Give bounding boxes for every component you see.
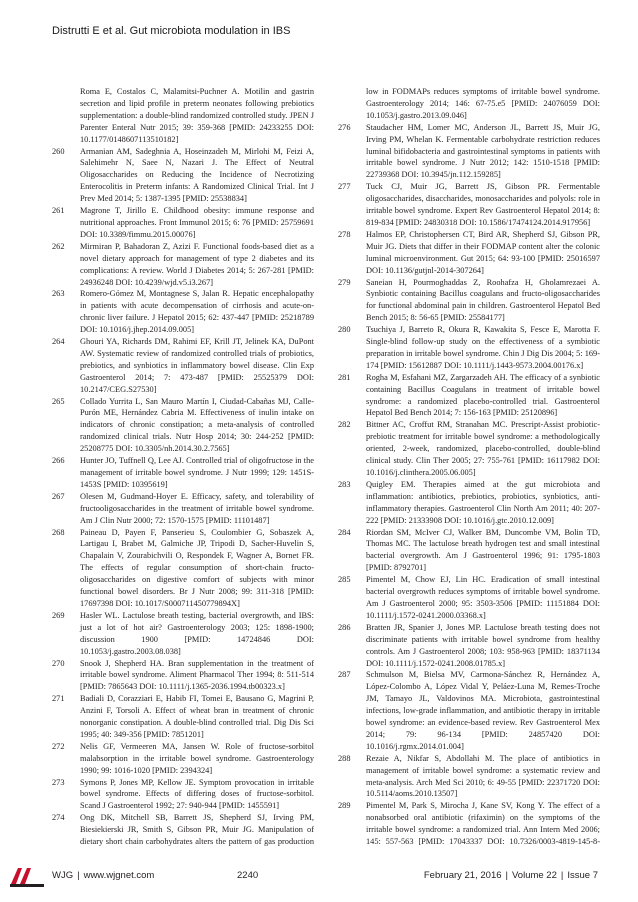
reference-text: Pimentel M, Chow EJ, Lin HC. Eradication of small intestinal bacterial overgrowth reduces symptoms of irritable bowel syndrome. Am J Gastroenterol 2000; 95: 3503-3506 [PMID: 11151884 DOI: 10.1111/j.1572-0241.2000.03368.x]: [366, 575, 600, 620]
reference-item: [338, 479, 600, 527]
reference-item: [52, 610, 314, 658]
reference-text: Armanian AM, Sadeghnia A, Hoseinzadeh M, Mirlohi M, Feizi A, Salehimehr N, Saee N, Nazari J. The Effect of Neutral Oligosaccharides on Reducing the Incidence of Necrotizing Enterocolitis in Preterm infants: A Randomized Clinical Trial. Int J Prev Med 2014; 5: 1387-1395 [PMID: 25538834]: [80, 146, 314, 204]
reference-text: Bratten JR, Spanier J, Jones MP. Lactulose breath testing does not discriminate patients with irritable bowel syndrome from healthy controls. Am J Gastroenterol 2008; 103: 958-963 [PMID: 18371134 DOI: 10.1111/j.1572-0241.2008.01785.x]: [366, 622, 600, 668]
reference-item: [338, 753, 600, 801]
reference-item: [52, 658, 314, 694]
reference-text: Ong DK, Mitchell SB, Barrett JS, Shepherd SJ, Irving PM, Biesiekierski JR, Smith S, Gibson PR, Muir JG. Manipulation of dietary short chain carbohydrates alters the pattern of gas production: [80, 813, 314, 847]
reference-item: [52, 812, 314, 850]
reference-number: 288: [338, 753, 351, 763]
reference-columns: [52, 86, 600, 850]
reference-number: 289: [338, 801, 351, 811]
reference-item: [52, 693, 314, 741]
publisher-logo-icon: [8, 864, 46, 888]
reference-column-right: [338, 86, 600, 850]
reference-number: 283: [338, 479, 351, 489]
reference-number: [338, 86, 366, 122]
reference-number: 272: [52, 741, 65, 751]
reference-number: 285: [338, 575, 351, 585]
reference-text: Collado Yurrita L, San Mauro Martín I, Ciudad-Cabañas MJ, Calle-Purón ME, Hernández Cabria M. Effectiveness of inulin intake on indicators of chronic constipation; a meta-analysis of controlled randomized clinical trials. Nutr Hosp 2014; 30: 244-252 [PMID: 25208775 DOI: 10.3305/nh.2014.30.2.7565]: [80, 396, 314, 454]
reference-item: [338, 277, 600, 325]
reference-text: Bittner AC, Croffut RM, Stranahan MC. Prescript-Assist probiotic-prebiotic treatment for irritable bowel syndrome: a methodologically oriented, 2-week, randomized, placebo-controlled, double-blind clinical study. Clin Ther 2005; 27: 755-761 [PMID: 16117982 DOI: 10.1016/j.clinthera.2005.06.005]: [366, 420, 600, 477]
reference-item: [338, 527, 600, 575]
reference-text: Rezaie A, Nikfar S, Abdollahi M. The place of antibiotics in management of irritable bowel syndrome: a systematic review and meta-analysis. Arch Med Sci 2010; 6: 49-55 [PMID: 22371720 DOI: 10.5114/aoms.2010.13507]: [366, 753, 600, 799]
reference-number: 280: [338, 325, 351, 335]
reference-item: [52, 336, 314, 396]
reference-text: Nelis GF, Vermeeren MA, Jansen W. Role of fructose-sorbitol malabsorption in the irritable bowel syndrome. Gastroenterology 1990; 99: 1016-1020 [PMID: 2394324]: [80, 741, 314, 775]
reference-number: 260: [52, 146, 65, 156]
reference-number: 269: [52, 610, 65, 620]
reference-item: [52, 777, 314, 813]
reference-number: 268: [52, 527, 65, 537]
reference-text: Riordan SM, McIver CJ, Walker BM, Duncombe VM, Bolin TD, Thomas MC. The lactulose breath hydrogen test and small intestinal bacterial overgrowth. Am J Gastroenterol 1996; 91: 1795-1803 [PMID: 8792701]: [366, 527, 600, 573]
reference-item: [52, 146, 314, 206]
reference-number: 287: [338, 670, 351, 680]
reference-number: 263: [52, 289, 65, 299]
footer-journal: WJG | www.wjgnet.com: [52, 870, 155, 881]
reference-number: 277: [338, 182, 351, 192]
reference-item: [52, 455, 314, 491]
page-number: 2240: [237, 870, 259, 881]
reference-number: 271: [52, 694, 65, 704]
reference-item: [338, 800, 600, 850]
reference-text: Symons P, Jones MP, Kellow JE. Symptom provocation in irritable bowel syndrome. Effects of differing doses of fructose-sorbitol. Scand J Gastroenterol 1992; 27: 940-944 [PMID: 1455591]: [80, 777, 314, 811]
running-header-title: Distrutti E et al. Gut microbiota modulation in IBS: [52, 25, 291, 37]
reference-text: Olesen M, Gudmand-Hoyer E. Efficacy, safety, and tolerability of fructooligosaccharides in the treatment of irritable bowel syndrome. Am J Clin Nutr 2000; 72: 1570-1575 [PMID: 11101487]: [80, 491, 314, 525]
reference-text: Romero-Gómez M, Montagnese S, Jalan R. Hepatic encephalopathy in patients with acute decompensation of cirrhosis and acute-on-chronic liver failure. J Hepatol 2015; 62: 437-447 [PMID: 25218789 DOI: 10.1016/j.jhep.2014.09.005]: [80, 289, 314, 335]
reference-text: Pimentel M, Park S, Mirocha J, Kane SV, Kong Y. The effect of a nonabsorbed oral antibiotic (rifaximin) on the symptoms of the irritable bowel syndrome: a randomized trial. Ann Intern Med 2006; 145: 557-563 [PMID: 17043337 DOI: 10.7326/0003-4819-145-8-: [366, 801, 600, 847]
reference-number: 278: [338, 229, 351, 239]
reference-text: Badiali D, Corazziari E, Habib FI, Tomei E, Bausano G, Magrini P, Anzini F, Torsoli A. Effect of wheat bran in treatment of chronic nonorganic constipation. A double-blind controlled trial. Dig Dis Sci 1995; 40: 349-356 [PMID: 7851201]: [80, 694, 314, 739]
reference-item: [52, 86, 314, 146]
reference-number: 276: [338, 122, 351, 132]
running-header: [52, 25, 598, 37]
reference-number: 270: [52, 658, 65, 668]
reference-text: Magrone T, Jirillo E. Childhood obesity: immune response and nutritional approaches. Front Immunol 2015; 6: 76 [PMID: 25759691 DOI: 10.3389/fimmu.2015.00076]: [80, 206, 314, 239]
reference-text: Rogha M, Esfahani MZ, Zargarzadeh AH. The efficacy of a synbiotic containing Bacillus Coagulans in treatment of irritable bowel syndrome: a randomized placebo-controlled trial. Gastroenterol Hepatol Bed Bench 2014; 7: 156-163 [PMID: 25120896]: [366, 372, 600, 418]
journal-website-link[interactable]: www.wjgnet.com: [83, 870, 155, 881]
reference-item: [52, 288, 314, 336]
reference-number: 286: [338, 622, 351, 632]
page-footer: [52, 870, 598, 886]
reference-number: 281: [338, 372, 351, 382]
reference-number: 261: [52, 206, 65, 216]
reference-text: Tsuchiya J, Barreto R, Okura R, Kawakita S, Fesce E, Marotta F. Single-blind follow-up study on the effectiveness of a symbiotic preparation in irritable bowel syndrome. Chin J Dig Dis 2004; 5: 169-174 [PMID: 15612887 DOI: 10.1111/j.1443-9573.2004.00176.x]: [366, 325, 600, 370]
reference-number: 267: [52, 491, 65, 501]
reference-item: [338, 229, 600, 277]
reference-item: [52, 491, 314, 527]
reference-number: 284: [338, 527, 351, 537]
reference-item: [52, 396, 314, 456]
reference-text: Quigley EM. Therapies aimed at the gut microbiota and inflammation: antibiotics, prebiotics, probiotics, synbiotics, anti-inflammatory therapies. Gastroenterol Clin North Am 2011; 40: 207-222 [PMID: 21333908 DOI: 10.1016/j.gtc.2010.12.009]: [366, 479, 600, 525]
reference-item: [338, 86, 600, 122]
reference-text: Snook J, Shepherd HA. Bran supplementation in the treatment of irritable bowel syndrome. Aliment Pharmacol Ther 1994; 8: 511-514 [PMID: 7865643 DOI: 10.1111/j.1365-2036.1994.tb00323.x]: [80, 658, 314, 692]
reference-item: [52, 241, 314, 289]
reference-text: Hasler WL. Lactulose breath testing, bacterial overgrowth, and IBS: just a lot of hot air? Gastroenterology 2003; 125: 1898-1900; discussion 1900 [PMID: 14724846 DOI: 10.1053/j.gastro.2003.08.038]: [80, 610, 314, 656]
reference-number: 274: [52, 813, 65, 823]
reference-text: Roma E, Costalos C, Malamitsi-Puchner A. Motilin and gastrin secretion and lipid profile in preterm neonates following prebiotics supplementation: a double-blind randomized controlled study. JPEN J Parenter Enteral Nutr 2015; 39: 359-368 [PMID: 24233255 DOI: 10.1177/0148607113510182]: [80, 87, 314, 144]
reference-column-left: [52, 86, 314, 850]
reference-item: [338, 372, 600, 420]
reference-item: [52, 527, 314, 610]
reference-item: [338, 181, 600, 229]
reference-text: Tuck CJ, Muir JG, Barrett JS, Gibson PR. Fermentable oligosaccharides, disaccharides, monosaccharides and polyols: role in irritable bowel syndrome. Expert Rev Gastroenterol Hepatol 2014; 8: 819-834 [PMID: 24830318 DOI: 10.1586/17474124.2014.917956]: [366, 182, 600, 227]
reference-text: Schmulson M, Bielsa MV, Carmona-Sánchez R, Hernández A, López-Colombo A, López Vidal Y, Peláez-Luna M, Remes-Troche JM, Tamayo JL, Valdovinos MA. Microbiota, gastrointestinal infections, low-grade inflammation, and antibiotic therapy in irritable bowel syndrome: an evidence-based review. Rev Gastroenterol Mex 2014; 79: 96-134 [PMID: 24857420 DOI: 10.1016/j.rgmx.2014.01.004]: [366, 670, 600, 751]
reference-number: 282: [338, 420, 351, 430]
reference-item: [338, 122, 600, 182]
reference-text: Saneian H, Pourmoghaddas Z, Roohafza H, Gholamrezaei A. Synbiotic containing Bacillus coagulans and fructo-oligosaccharides for functional abdominal pain in children. Gastroenterol Hepatol Bed Bench 2015; 8: 56-65 [PMID: 25584177]: [366, 277, 600, 323]
reference-text: Staudacher HM, Lomer MC, Anderson JL, Barrett JS, Muir JG, Irving PM, Whelan K. Fermentable carbohydrate restriction reduces luminal bifidobacteria and gastrointestinal symptoms in patients with irritable bowel syndrome. J Nutr 2012; 142: 1510-1518 [PMID: 22739368 DOI: 10.3945/jn.112.159285]: [366, 122, 600, 180]
footer-issue-info: February 21, 2016 | Volume 22 | Issue 7: [423, 870, 598, 881]
reference-number: 264: [52, 337, 65, 347]
reference-text: Hunter JO, Tuffnell Q, Lee AJ. Controlled trial of oligofructose in the management of irritable bowel syndrome. J Nutr 1999; 129: 1451S-1453S [PMID: 10395619]: [80, 456, 314, 489]
reference-number: 279: [338, 277, 351, 287]
reference-item: [338, 574, 600, 622]
reference-text: low in FODMAPs reduces symptoms of irritable bowel syndrome. Gastroenterology 2014; 146: 67-75.e5 [PMID: 24076059 DOI: 10.1053/j.gastro.2013.09.046]: [366, 87, 600, 120]
reference-number: 266: [52, 456, 65, 466]
reference-item: [338, 669, 600, 752]
reference-text: Mirmiran P, Bahadoran Z, Azizi F. Functional foods-based diet as a novel dietary approach for management of type 2 diabetes and its complications: A review. World J Diabetes 2014; 5: 267-281 [PMID: 24936248 DOI: 10.4239/wjd.v5.i3.267]: [80, 241, 314, 287]
reference-item: [52, 741, 314, 777]
reference-item: [52, 205, 314, 241]
reference-item: [338, 622, 600, 670]
reference-item: [338, 419, 600, 479]
reference-text: Halmos EP, Christophersen CT, Bird AR, Shepherd SJ, Gibson PR, Muir JG. Diets that differ in their FODMAP content alter the colonic luminal microenvironment. Gut 2015; 64: 93-100 [PMID: 25016597 DOI: 10.1136/gutjnl-2014-307264]: [366, 229, 600, 275]
reference-text: Paineau D, Payen F, Panserieu S, Coulombier G, Sobaszek A, Lartigau I, Brabet M, Galmiche JP, Tripodi D, Sacher-Huvelin S, Chapalain V, Zourabichvili O, Respondek F, Wagner A, Bornet FR. The effects of regular consumption of short-chain fructo-oligosaccharides on digestive comfort of subjects with minor functional bowel disorders. Br J Nutr 2008; 99: 311-318 [PMID: 17697398 DOI: 10.1017/S000711450779894X]: [80, 527, 314, 608]
reference-number: 262: [52, 241, 65, 251]
reference-text: Ghouri YA, Richards DM, Rahimi EF, Krill JT, Jelinek KA, DuPont AW. Systematic review of randomized controlled trials of probiotics, prebiotics, and synbiotics in inflammatory bowel disease. Clin Exp Gastroenterol 2014; 7: 473-487 [PMID: 25525379 DOI: 10.2147/CEG.S27530]: [80, 337, 314, 394]
reference-item: [338, 324, 600, 372]
reference-number: 265: [52, 396, 65, 406]
reference-number: [52, 86, 80, 146]
reference-number: 273: [52, 777, 65, 787]
